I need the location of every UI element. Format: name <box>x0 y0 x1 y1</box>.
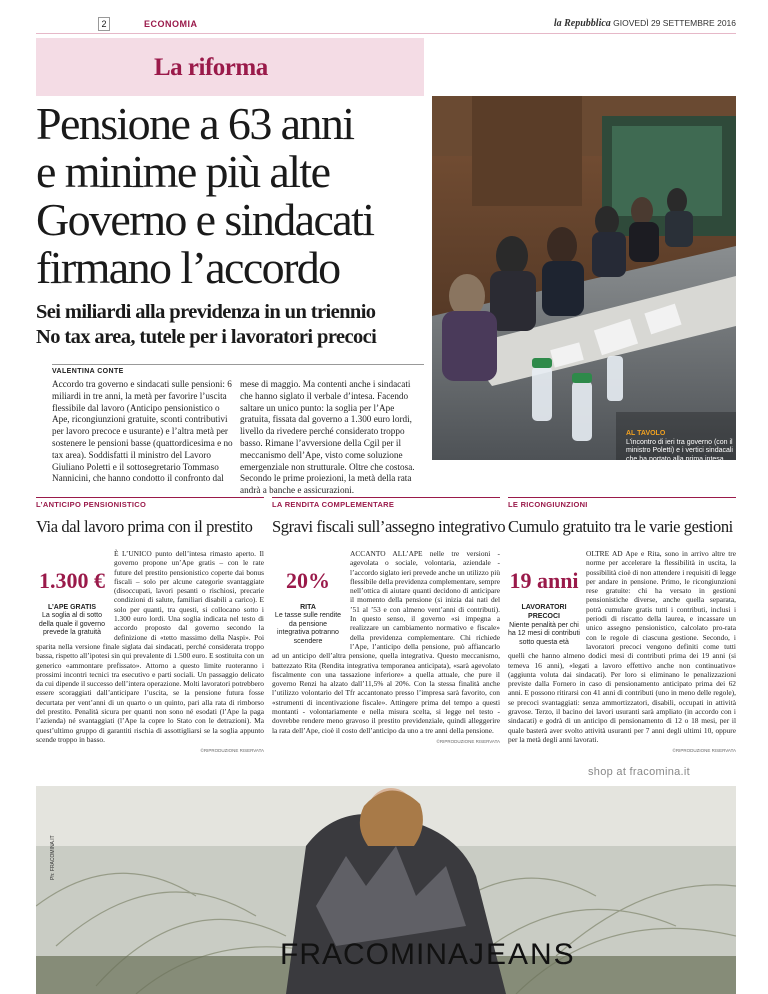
column-body <box>508 549 736 756</box>
fact-figure: 1.300 € <box>39 568 105 593</box>
caption-title: AL TAVOLO <box>626 430 666 437</box>
section-label: ECONOMIA <box>144 18 198 29</box>
fact-figure: 20% <box>286 568 330 593</box>
masthead <box>554 18 736 29</box>
column-rule <box>272 497 500 498</box>
subheadline <box>36 300 446 350</box>
fact-title: LAVORATORI PRECOCI <box>521 604 567 621</box>
article-column-rendita <box>272 497 506 746</box>
page-number: 2 <box>98 17 110 31</box>
column-text: ACCANTO ALL’APE nelle tre versioni - agevolata o sociale, volontaria, aziendale - l’accordo siglato ieri prevede anche un utilizzo più flessibile della previdenza complementare, sempre nell’ottica di aiutare quanti decidono di anticipare il momento della pensione (si inizia dai nati del ’51 al ’53 e con almeno vent’anni di contributi). In questo senso, il governo «si impegna a realizzare un cambiamento normativo e fiscale» della previdenza complementare. Chi richiede l’Ape, l’anticipo della pensione, può affiancarlo ad un anticipo dell’altra pensione, quella integrativa. Questo meccanismo, battezzato Rita (Rendita integrativa temporanea anticipata), «sarà agevolato fiscalmente con una tassazione inferiore» a quella attuale, che pure il governo Renzi ha alzato dall’11,5% al 20%. Con la stessa finalità anche l’utilizzo volontario del Tfr accantonato presso l’impresa sarà favorito, con «strumenti di incentivazione fiscale». Attingere prima del tempo a questi montanti - volontariamente e nella misura scelta, si legge nel testo - dovrebbe rendere meno gravoso il prestito previdenziale, quindi alleggerire la rata dell’Ape, cioè il costo dell’anticipo da uno a tre anni della pensione. <box>272 549 501 735</box>
column-rule <box>508 497 736 498</box>
ad-side-note: Ph: FRACOMINA.IT <box>50 835 56 880</box>
column-body <box>272 549 500 746</box>
column-title: Cumulo gratuito tra le varie gestioni <box>508 517 733 536</box>
headline-line-1: Pensione a 63 anni <box>36 98 354 149</box>
lead-paragraph-1: Accordo tra governo e sindacati sulle pensioni: 6 miliardi in tre anni, la metà per favorire l’uscita flessibile dal lavoro (Anticipo pensionistico o Ape, ricongiunzioni gratuite, sconti contributivi per lavoro precoce e usurante) e l’altra metà per sostenere le pensioni basse (quattordicesima e no tax area). Soddisfatti il ministro del Lavoro Giuliano Poletti e il sottosegretario Tommaso Nannicini, che hanno condotto il confronto dal <box>52 379 233 484</box>
headline-line-4: firmano l’accordo <box>36 242 340 293</box>
copyright-note: ©RIPRODUZIONE RISERVATA <box>672 748 736 754</box>
caption-text: L’incontro di ieri tra governo (con il ministro Poletti) e i vertici sindacali che ha portato alla prima intesa sulla previdenza <box>626 438 733 471</box>
headline-line-3: Governo e sindacati <box>36 194 374 245</box>
fact-text: Le tasse sulle rendite da pensione integrativa potranno scendere <box>274 612 342 645</box>
fact-title: L’APE GRATIS <box>47 604 97 611</box>
column-title: Via dal lavoro prima con il prestito <box>36 517 253 536</box>
issue-date: GIOVEDÌ 29 SETTEMBRE 2016 <box>613 18 736 28</box>
copyright-note: ©RIPRODUZIONE RISERVATA <box>436 738 500 744</box>
fact-title: RITA <box>300 604 316 611</box>
brand-line: JEANS <box>469 938 576 971</box>
article-column-ricongiunzioni <box>508 497 736 756</box>
column-text: È L’UNICO punto dell’intesa rimasto aperto. Il governo propone un’Ape gratis – con le rate future del prestito pensionistico coperte dai bonus fiscali – solo per alcune categorie svantaggiate (disoccupati, lavori pesanti o rischiosi, precarie condizioni di salute, familiari disabili a carico). E solo per quanti, tra questi, si collocano sotto i 1.300 euro lordi. Una soglia indicata nel testo di accordo proposto dal governo secondo la definizione di «tetto massimo della Naspi». Poi sparita nella versione finale siglata dai sindacati, perché considerata troppo bassa, rispetto all’ipotesi sin qui prevalente di 1.500 euro. E sostituita con un generico «ammontare prefissato». Attorno a questo limite ruoteranno i prossimi incontri tecnici tra esecutivo e parti sociali. Un passaggio delicato da cui dipende il successo dell’intera operazione. Molti lavoratori potrebbero essere scoraggiati dall’anticipare l’uscita, se la pensione futura fosse decurtata per vent’anni di un quarto o un quinto, pari alla rata di rimborso del prestito. Penalità sicura per quanti non sono né esodati (l’Ape la paga l’azienda) né svantaggiati (l’Ape la copre lo Stato con le detrazioni). Ma quest’ultimo gruppo di garantiti rischia di assottigliarsi se la soglia appunto scende troppo in basso. <box>36 549 264 744</box>
column-body <box>36 549 264 756</box>
copyright-note: ©RIPRODUZIONE RISERVATA <box>200 748 264 754</box>
fact-figure: 19 anni <box>509 568 579 593</box>
page-header <box>36 14 736 34</box>
fact-text: Niente penalità per chi ha 12 mesi di contributi sotto questa età <box>508 621 580 646</box>
kicker: La riforma <box>154 54 268 81</box>
fact-text: La soglia al di sotto della quale il governo prevede la gratuità <box>38 612 106 637</box>
fact-box <box>508 569 580 647</box>
headline <box>36 100 446 292</box>
newspaper-name: la Repubblica <box>553 18 611 29</box>
column-rule <box>36 497 264 498</box>
subhead-line-2: No tax area, tutele per i lavoratori precoci <box>36 326 377 348</box>
column-title: Sgravi fiscali sull’assegno integrativo <box>272 517 506 536</box>
photo-caption <box>626 430 734 473</box>
byline: VALENTINA CONTE <box>52 364 424 375</box>
fact-box <box>36 569 108 638</box>
column-tag: LA RENDITA COMPLEMENTARE <box>272 500 395 509</box>
column-text: OLTRE AD Ape e Rita, sono in arrivo altre tre norme per accelerare la flessibilità in uscita, la possibilità cioè di non attendere i requisiti di legge per andare in pensione. Primo, le ricongiunzioni rese gratuite: chi ha versato in gestioni pensionistiche diverse, anche quella separata, potrà cumulare gratis tutti i contributi, inclusi i periodi di riscatto della laurea, e incassare un unico assegno pensionistico, calcolato pro-rata con le regole di ciascuna gestione. Secondo, i lavoratori precoci vengono definiti come tutti quelli che hanno almeno dodici mesi di contributi prima dei 19 anni (si temeva 16 anni), «legati a lavoro effettivo anche non continuativo» (aggiunta voluta dai sindacati). Per loro si eliminano le penalizzazioni previste dalla Fornero in caso di pensionamento anticipato prima dei 62 anni. E possono ritirarsi con 41 anni di contributi (uno in meno delle regole), se precoci svantaggiati: senza ammortizzatori, disabili, occupati in attività gravose. Terzo, il bacino dei lavori usuranti sarà ampliato (in accordo con i sindacati) e godrà di un anticipo di pensionamento di 12 o 18 mesi, per il quale basterà aver svolto attività usuranti per 7 anni degli ultimi 10, oppure per la metà degli anni lavorati. <box>508 549 736 744</box>
fact-box <box>272 569 344 646</box>
meeting-photo <box>432 96 736 460</box>
column-tag: LE RICONGIUNZIONI <box>508 500 588 509</box>
article-column-anticipo <box>36 497 264 756</box>
headline-line-2: e minime più alte <box>36 146 330 197</box>
ad-shop-url: shop at fracomina.it <box>588 766 690 778</box>
ad-brand-logo <box>280 938 576 972</box>
subhead-line-1: Sei miliardi alla previdenza in un triennio <box>36 301 376 323</box>
lead-paragraph-2: mese di maggio. Ma contenti anche i sindacati che hanno siglato il verbale d’intesa. Facendo saltare un unico punto: la soglia per l’Ape gratuita, fissata dal governo a 1.300 euro lordi, livello da rivedere perché considerato troppo basso. Rimane l’avversione della Cgil per il meccanismo dell’Ape, visto come soluzione emergenziale non strutturale. Oltre che costosa. Secondo le prime proiezioni, la metà della rata andrà a banche e assicurazioni. <box>240 379 415 496</box>
brand-name: FRACOMINA <box>280 938 469 971</box>
column-tag: L’ANTICIPO PENSIONISTICO <box>36 500 147 509</box>
